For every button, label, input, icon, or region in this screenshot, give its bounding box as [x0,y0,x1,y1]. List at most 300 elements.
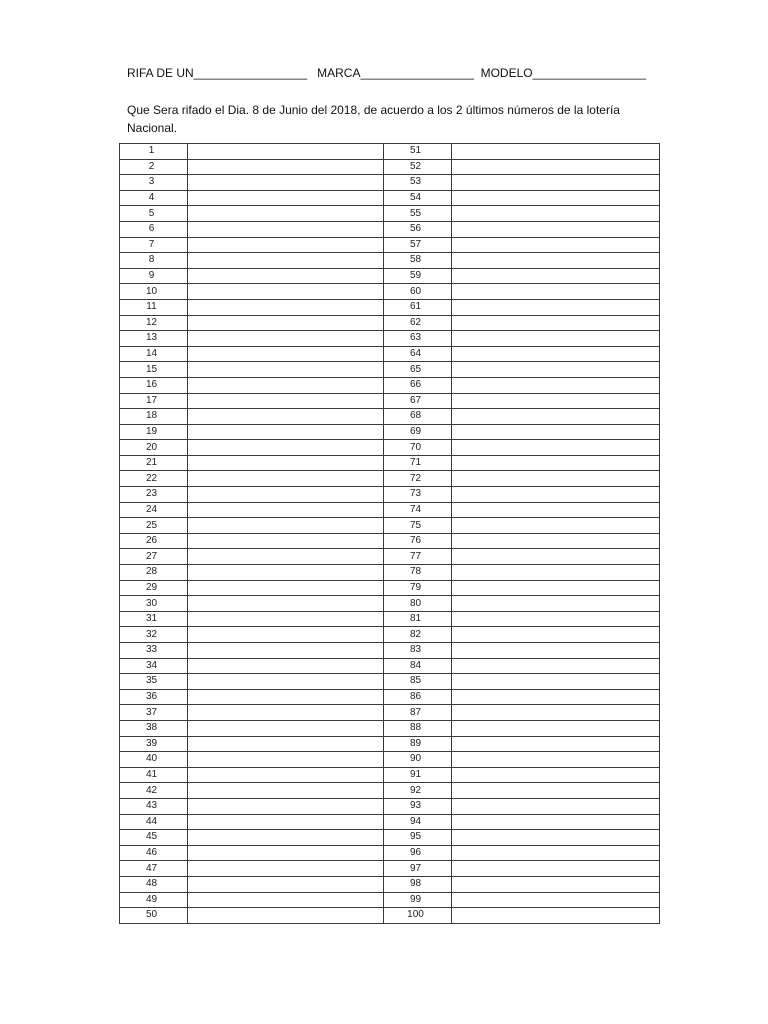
ticket-number-left-label: 21 [145,457,158,469]
buyer-name-cell-left[interactable] [188,221,384,237]
ticket-number-right [384,455,452,471]
ticket-number-left-label: 39 [145,737,158,749]
ticket-number-left [120,284,188,300]
buyer-name-cell-right[interactable] [452,377,660,393]
buyer-name-cell-right[interactable] [452,315,660,331]
ticket-number-right-label: 98 [409,878,422,890]
buyer-name-cell-left[interactable] [188,830,384,846]
buyer-name-cell-left[interactable] [188,549,384,565]
ticket-number-left-label: 16 [145,379,158,391]
ticket-number-left-label: 42 [145,784,158,796]
ticket-number-left-label: 27 [145,550,158,562]
ticket-number-right [384,736,452,752]
buyer-name-cell-left[interactable] [188,783,384,799]
buyer-name-cell-right[interactable] [452,409,660,425]
table-row [120,767,660,783]
ticket-number-left [120,783,188,799]
ticket-number-left-label: 19 [145,425,158,437]
buyer-name-cell-right[interactable] [452,814,660,830]
buyer-name-cell-left[interactable] [188,440,384,456]
buyer-name-cell-left[interactable] [188,892,384,908]
ticket-number-left [120,253,188,269]
buyer-name-cell-right[interactable] [452,190,660,206]
table-row [120,908,660,924]
ticket-number-left [120,206,188,222]
table-row [120,830,660,846]
buyer-name-cell-right[interactable] [452,627,660,643]
ticket-number-left [120,736,188,752]
buyer-name-cell-right[interactable] [452,424,660,440]
table-row [120,736,660,752]
buyer-name-cell-left[interactable] [188,705,384,721]
ticket-number-left-label: 36 [145,691,158,703]
ticket-number-right-label: 57 [409,238,422,250]
ticket-number-right-label: 68 [409,410,422,422]
buyer-name-cell-right[interactable] [452,845,660,861]
table-row [120,658,660,674]
buyer-name-cell-left[interactable] [188,424,384,440]
ticket-number-left [120,689,188,705]
ticket-number-left-label: 20 [145,441,158,453]
buyer-name-cell-left[interactable] [188,861,384,877]
ticket-number-right-label: 72 [409,472,422,484]
ticket-number-left [120,876,188,892]
ticket-number-left [120,221,188,237]
ticket-number-right-label: 59 [409,270,422,282]
ticket-number-left-label: 43 [145,800,158,812]
ticket-number-right [384,253,452,269]
ticket-number-left-label: 26 [145,535,158,547]
ticket-number-right [384,424,452,440]
ticket-number-left [120,331,188,347]
ticket-number-right-label: 85 [409,675,422,687]
buyer-name-cell-right[interactable] [452,237,660,253]
ticket-number-right-label: 80 [409,597,422,609]
ticket-number-left [120,845,188,861]
ticket-number-left-label: 46 [145,847,158,859]
table-row [120,876,660,892]
buyer-name-cell-right[interactable] [452,533,660,549]
buyer-name-cell-right[interactable] [452,518,660,534]
table-row [120,284,660,300]
buyer-name-cell-right[interactable] [452,221,660,237]
ticket-number-right [384,720,452,736]
ticket-number-left [120,346,188,362]
ticket-number-left [120,580,188,596]
table-row [120,814,660,830]
ticket-number-right [384,658,452,674]
table-row [120,377,660,393]
ticket-number-right-label: 71 [409,457,422,469]
ticket-number-right [384,908,452,924]
buyer-name-cell-left[interactable] [188,331,384,347]
ticket-number-right [384,892,452,908]
buyer-name-cell-right[interactable] [452,253,660,269]
ticket-number-right-label: 91 [409,769,422,781]
table-row [120,175,660,191]
table-row [120,627,660,643]
buyer-name-cell-left[interactable] [188,175,384,191]
buyer-name-cell-left[interactable] [188,876,384,892]
buyer-name-cell-left[interactable] [188,580,384,596]
ticket-number-left [120,299,188,315]
ticket-number-left [120,175,188,191]
ticket-number-left-label: 44 [145,815,158,827]
table-row [120,798,660,814]
table-row [120,299,660,315]
ticket-number-left [120,455,188,471]
table-row [120,518,660,534]
ticket-number-left [120,814,188,830]
ticket-number-right-label: 54 [409,192,422,204]
ticket-number-left-label: 4 [148,192,155,204]
buyer-name-cell-left[interactable] [188,377,384,393]
table-row [120,752,660,768]
buyer-name-cell-right[interactable] [452,783,660,799]
ticket-number-left-label: 31 [145,613,158,625]
ticket-number-right-label: 66 [409,379,422,391]
buyer-name-cell-right[interactable] [452,705,660,721]
table-row [120,487,660,503]
ticket-number-left-label: 5 [148,207,155,219]
table-row [120,362,660,378]
buyer-name-cell-left[interactable] [188,315,384,331]
table-row [120,549,660,565]
buyer-name-cell-right[interactable] [452,689,660,705]
table-row [120,892,660,908]
ticket-number-right-label: 78 [409,566,422,578]
buyer-name-cell-left[interactable] [188,268,384,284]
ticket-number-right [384,752,452,768]
ticket-number-left-label: 17 [145,394,158,406]
buyer-name-cell-left[interactable] [188,798,384,814]
buyer-name-cell-right[interactable] [452,440,660,456]
ticket-number-right-label: 61 [409,301,422,313]
ticket-number-left [120,798,188,814]
ticket-number-right-label: 83 [409,644,422,656]
buyer-name-cell-left[interactable] [188,908,384,924]
ticket-number-right [384,331,452,347]
ticket-number-right-label: 88 [409,722,422,734]
buyer-name-cell-right[interactable] [452,487,660,503]
ticket-number-right [384,159,452,175]
buyer-name-cell-left[interactable] [188,206,384,222]
ticket-number-left [120,767,188,783]
ticket-number-left-label: 25 [145,519,158,531]
ticket-number-left-label: 48 [145,878,158,890]
buyer-name-cell-right[interactable] [452,767,660,783]
ticket-number-right [384,861,452,877]
buyer-name-cell-right[interactable] [452,565,660,581]
ticket-number-right [384,362,452,378]
buyer-name-cell-left[interactable] [188,346,384,362]
ticket-number-right-label: 73 [409,488,422,500]
ticket-number-right-label: 56 [409,223,422,235]
buyer-name-cell-right[interactable] [452,502,660,518]
table-row [120,845,660,861]
ticket-number-left-label: 7 [148,238,155,250]
ticket-number-left-label: 24 [145,503,158,515]
ticket-number-right [384,299,452,315]
ticket-number-right-label: 67 [409,394,422,406]
table-row [120,424,660,440]
buyer-name-cell-left[interactable] [188,393,384,409]
ticket-number-left-label: 12 [145,316,158,328]
ticket-number-right [384,175,452,191]
ticket-number-left [120,565,188,581]
ticket-number-left [120,424,188,440]
buyer-name-cell-right[interactable] [452,346,660,362]
ticket-number-right [384,237,452,253]
buyer-name-cell-right[interactable] [452,144,660,160]
ticket-number-right [384,144,452,160]
buyer-name-cell-left[interactable] [188,611,384,627]
ticket-number-right-label: 94 [409,815,422,827]
buyer-name-cell-right[interactable] [452,471,660,487]
table-row [120,689,660,705]
ticket-number-left-label: 13 [145,332,158,344]
table-row [120,409,660,425]
buyer-name-cell-right[interactable] [452,362,660,378]
ticket-number-left-label: 15 [145,363,158,375]
buyer-name-cell-left[interactable] [188,814,384,830]
buyer-name-cell-right[interactable] [452,299,660,315]
ticket-number-right-label: 100 [407,909,424,921]
buyer-name-cell-right[interactable] [452,206,660,222]
ticket-number-right [384,580,452,596]
buyer-name-cell-right[interactable] [452,331,660,347]
buyer-name-cell-right[interactable] [452,611,660,627]
buyer-name-cell-right[interactable] [452,580,660,596]
buyer-name-cell-right[interactable] [452,596,660,612]
ticket-number-left [120,752,188,768]
ticket-number-right [384,845,452,861]
ticket-number-right [384,346,452,362]
raffle-number-table [119,143,660,924]
buyer-name-cell-left[interactable] [188,720,384,736]
ticket-number-left-label: 18 [145,410,158,422]
ticket-number-left-label: 32 [145,628,158,640]
ticket-number-right [384,284,452,300]
table-row [120,190,660,206]
buyer-name-cell-right[interactable] [452,830,660,846]
buyer-name-cell-left[interactable] [188,596,384,612]
ticket-number-right-label: 75 [409,519,422,531]
buyer-name-cell-left[interactable] [188,658,384,674]
buyer-name-cell-left[interactable] [188,409,384,425]
ticket-number-right-label: 79 [409,581,422,593]
ticket-number-left-label: 3 [148,176,155,188]
ticket-number-right [384,705,452,721]
buyer-name-cell-right[interactable] [452,159,660,175]
table-row [120,502,660,518]
ticket-number-left [120,861,188,877]
ticket-number-left-label: 45 [145,831,158,843]
buyer-name-cell-right[interactable] [452,674,660,690]
ticket-number-right [384,783,452,799]
table-row [120,346,660,362]
buyer-name-cell-left[interactable] [188,643,384,659]
ticket-number-left [120,315,188,331]
buyer-name-cell-left[interactable] [188,455,384,471]
ticket-number-right [384,533,452,549]
ticket-number-left [120,487,188,503]
table-row [120,159,660,175]
buyer-name-cell-left[interactable] [188,487,384,503]
buyer-name-cell-left[interactable] [188,362,384,378]
ticket-number-left-label: 47 [145,862,158,874]
buyer-name-cell-left[interactable] [188,689,384,705]
ticket-number-left [120,720,188,736]
buyer-name-cell-left[interactable] [188,299,384,315]
ticket-number-left-label: 34 [145,659,158,671]
ticket-number-right-label: 95 [409,831,422,843]
table-row [120,253,660,269]
table-row [120,206,660,222]
buyer-name-cell-left[interactable] [188,190,384,206]
ticket-number-right [384,377,452,393]
ticket-number-right-label: 76 [409,535,422,547]
buyer-name-cell-right[interactable] [452,908,660,924]
buyer-name-cell-right[interactable] [452,736,660,752]
table-row [120,611,660,627]
ticket-number-left-label: 41 [145,769,158,781]
ticket-number-right-label: 63 [409,332,422,344]
ticket-number-right-label: 89 [409,737,422,749]
ticket-number-right-label: 58 [409,254,422,266]
table-row [120,861,660,877]
table-row [120,144,660,160]
ticket-number-right [384,190,452,206]
buyer-name-cell-left[interactable] [188,502,384,518]
buyer-name-cell-left[interactable] [188,767,384,783]
table-row [120,315,660,331]
ticket-number-left-label: 37 [145,706,158,718]
buyer-name-cell-left[interactable] [188,518,384,534]
ticket-number-left [120,658,188,674]
table-row [120,783,660,799]
ticket-number-left-label: 2 [148,160,155,172]
ticket-number-right [384,409,452,425]
buyer-name-cell-right[interactable] [452,798,660,814]
ticket-number-left [120,190,188,206]
ticket-number-left [120,377,188,393]
ticket-number-right [384,471,452,487]
buyer-name-cell-left[interactable] [188,533,384,549]
ticket-number-left [120,471,188,487]
ticket-number-right [384,674,452,690]
buyer-name-cell-left[interactable] [188,284,384,300]
ticket-number-right-label: 96 [409,847,422,859]
ticket-number-left [120,237,188,253]
ticket-number-left [120,440,188,456]
ticket-number-right [384,502,452,518]
buyer-name-cell-right[interactable] [452,892,660,908]
buyer-name-cell-left[interactable] [188,471,384,487]
ticket-number-left [120,533,188,549]
table-row [120,674,660,690]
ticket-number-right [384,518,452,534]
buyer-name-cell-left[interactable] [188,752,384,768]
ticket-number-left [120,409,188,425]
ticket-number-right-label: 86 [409,691,422,703]
ticket-number-left-label: 22 [145,472,158,484]
ticket-number-left-label: 29 [145,581,158,593]
table-row [120,268,660,284]
buyer-name-cell-right[interactable] [452,876,660,892]
ticket-number-right [384,549,452,565]
buyer-name-cell-left[interactable] [188,237,384,253]
buyer-name-cell-right[interactable] [452,393,660,409]
ticket-number-right [384,565,452,581]
ticket-number-right [384,596,452,612]
buyer-name-cell-left[interactable] [188,565,384,581]
table-row [120,221,660,237]
ticket-number-right-label: 97 [409,862,422,874]
ticket-number-left [120,144,188,160]
ticket-number-left-label: 1 [148,145,155,157]
ticket-number-left [120,159,188,175]
raffle-header: RIFA DE UN_________________ MARCA_________________ MODELO_________________ [127,66,647,80]
ticket-number-right [384,393,452,409]
ticket-number-left [120,268,188,284]
ticket-number-left [120,362,188,378]
ticket-number-right-label: 69 [409,425,422,437]
ticket-number-right-label: 90 [409,753,422,765]
ticket-number-right-label: 51 [409,145,422,157]
buyer-name-cell-right[interactable] [452,861,660,877]
buyer-name-cell-right[interactable] [452,175,660,191]
ticket-number-right [384,206,452,222]
ticket-number-left-label: 38 [145,722,158,734]
ticket-number-left-label: 14 [145,348,158,360]
table-row [120,596,660,612]
buyer-name-cell-right[interactable] [452,455,660,471]
table-row [120,705,660,721]
buyer-name-cell-right[interactable] [452,658,660,674]
ticket-number-right [384,268,452,284]
ticket-number-right-label: 55 [409,207,422,219]
buyer-name-cell-left[interactable] [188,674,384,690]
buyer-name-cell-right[interactable] [452,720,660,736]
buyer-name-cell-left[interactable] [188,253,384,269]
table-row [120,393,660,409]
buyer-name-cell-left[interactable] [188,845,384,861]
ticket-number-left [120,705,188,721]
ticket-number-left [120,502,188,518]
ticket-number-right-label: 74 [409,503,422,515]
buyer-name-cell-left[interactable] [188,144,384,160]
ticket-number-right [384,487,452,503]
ticket-number-right-label: 81 [409,613,422,625]
ticket-number-right-label: 99 [409,893,422,905]
ticket-number-left-label: 30 [145,597,158,609]
ticket-number-left-label: 11 [146,301,157,313]
buyer-name-cell-right[interactable] [452,752,660,768]
buyer-name-cell-left[interactable] [188,736,384,752]
ticket-number-right-label: 92 [409,784,422,796]
table-row [120,580,660,596]
buyer-name-cell-right[interactable] [452,284,660,300]
buyer-name-cell-left[interactable] [188,159,384,175]
buyer-name-cell-left[interactable] [188,627,384,643]
buyer-name-cell-right[interactable] [452,643,660,659]
ticket-number-right [384,830,452,846]
buyer-name-cell-right[interactable] [452,268,660,284]
buyer-name-cell-right[interactable] [452,549,660,565]
ticket-number-left [120,627,188,643]
ticket-number-right [384,798,452,814]
